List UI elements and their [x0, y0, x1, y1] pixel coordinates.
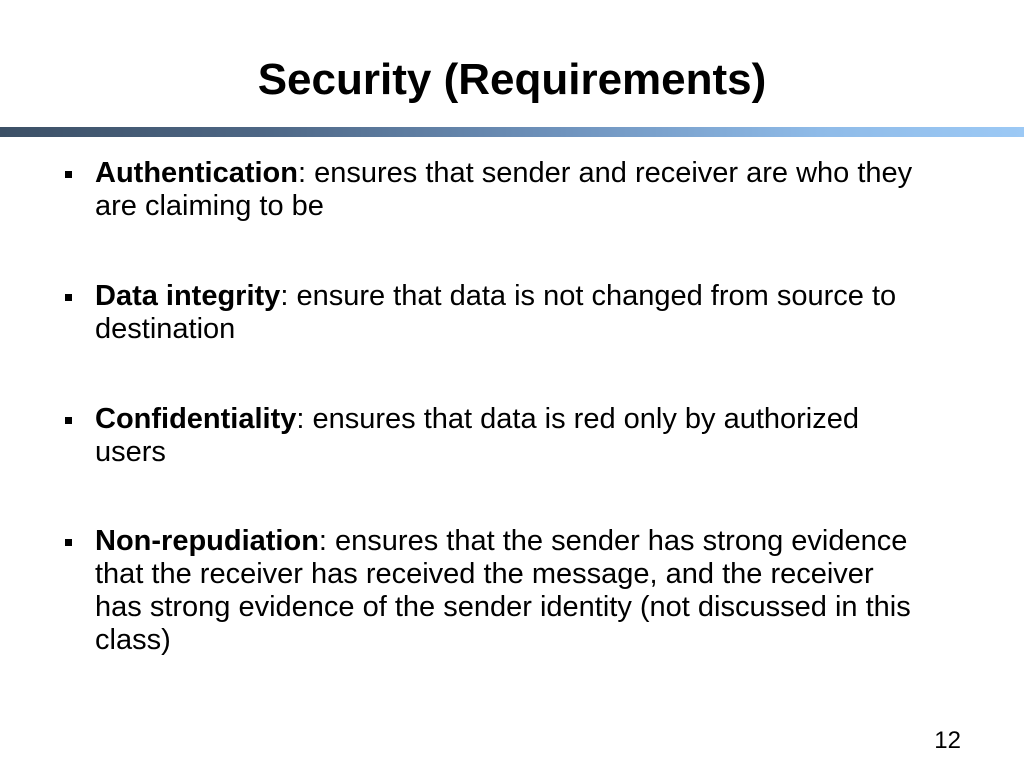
bullet-text — [95, 403, 925, 469]
bullet-text — [95, 525, 925, 657]
bullet-term: Authentication — [95, 157, 298, 189]
bullet-description: : ensures that data is red only by authorized users — [95, 403, 860, 468]
square-bullet-icon — [65, 171, 72, 178]
square-bullet-icon — [65, 294, 72, 301]
bullet-text — [95, 157, 925, 223]
square-bullet-icon — [65, 539, 72, 546]
slide-title: Security (Requirements) — [257, 55, 767, 104]
page-number: 12 — [934, 727, 961, 754]
bullet-term: Non-repudiation — [95, 525, 319, 557]
bullet-description: : ensures that the sender has strong evidence that the receiver has received the message, and the receiver has strong evidence of the sender identity (not discussed in this class) — [95, 525, 911, 656]
bullet-term: Data integrity — [95, 280, 281, 312]
bullet-description: : ensures that sender and receiver are who they are claiming to be — [95, 157, 913, 222]
square-bullet-icon — [65, 417, 72, 424]
bullet-term: Confidentiality — [95, 403, 297, 435]
bullet-description: : ensure that data is not changed from source to destination — [95, 280, 897, 345]
bullet-text — [95, 280, 925, 346]
